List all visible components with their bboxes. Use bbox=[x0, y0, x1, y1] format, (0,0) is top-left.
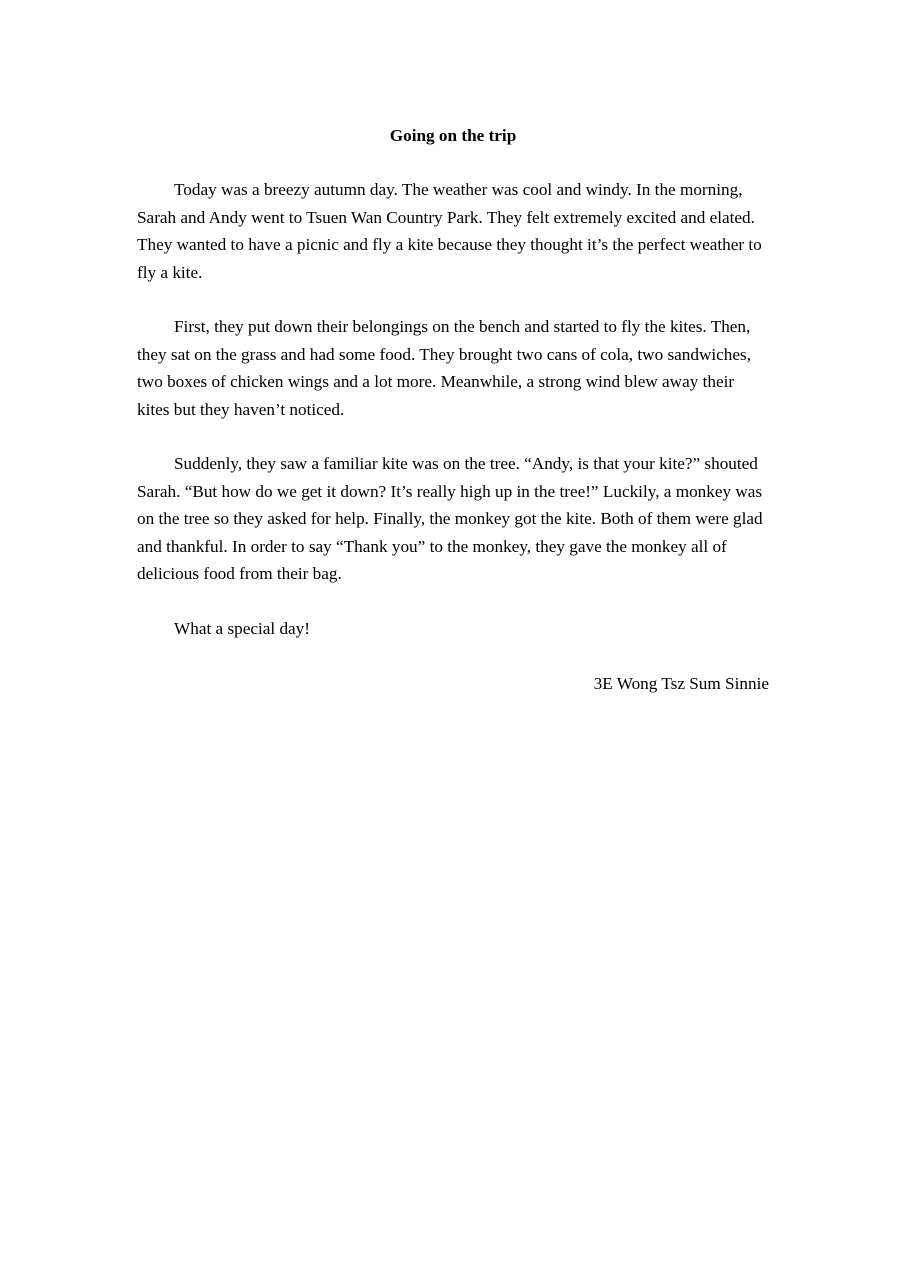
paragraph-3: Suddenly, they saw a familiar kite was on the tree. “Andy, is that your kite?” shouted Sarah. “But how do we get it down? It’s really high up in the tree!” Luckily, a monkey was on the tree so they asked for help. Finally, the monkey got the kite. Both of them were glad and thankful. In order to say “Thank you” to the monkey, they gave the monkey all of delicious food from their bag. bbox=[137, 454, 763, 584]
document-page bbox=[137, 122, 769, 697]
paragraph-2: First, they put down their belongings on the bench and started to fly the kites. Then, they sat on the grass and had some food. They brought two cans of cola, two sandwiches, two boxes of chicken wings and a lot more. Meanwhile, a strong wind blew away their kites but they haven’t noticed. bbox=[137, 317, 751, 419]
paragraph-4: What a special day! bbox=[174, 618, 310, 638]
document-title: Going on the trip bbox=[389, 126, 517, 145]
author-signature: 3E Wong Tsz Sum Sinnie bbox=[593, 673, 769, 693]
paragraph-1: Today was a breezy autumn day. The weather was cool and windy. In the morning, Sarah and Andy went to Tsuen Wan Country Park. They felt extremely excited and elated. They wanted to have a picnic and fly a kite because they thought it’s the perfect weather to fly a kite. bbox=[137, 180, 762, 282]
